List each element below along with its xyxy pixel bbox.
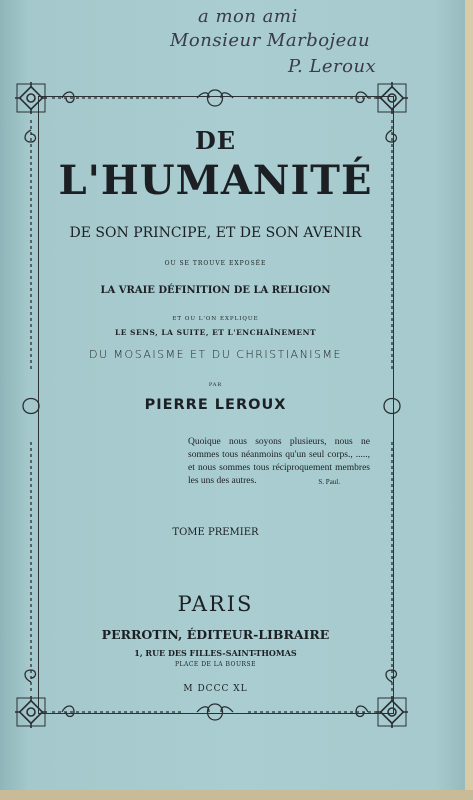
inscription-line-1: a mon ami bbox=[198, 6, 298, 27]
book-title: L'HUMANITÉ bbox=[58, 157, 373, 204]
volume-label: TOME PREMIER bbox=[172, 527, 259, 538]
page-edge bbox=[0, 790, 473, 800]
imprint-place: PLACE DE LA BOURSE bbox=[174, 661, 257, 668]
corner-ornament-bottom-right bbox=[374, 694, 410, 730]
par-label: PAR bbox=[208, 382, 223, 388]
imprint-year: M DCCC XL bbox=[183, 684, 248, 694]
book-subtitle: DE SON PRINCIPE, ET DE SON AVENIR bbox=[69, 225, 362, 241]
small-caps-line-1: OU SE TROUVE EXPOSÉE bbox=[164, 260, 267, 267]
epigraph bbox=[188, 436, 370, 488]
bottom-scroll-ornament bbox=[52, 701, 378, 723]
epigraph-text: Quoique nous soyons plusieurs, nous ne sommes tous néanmoins qu'un seul corps., ....., et nous sommes tous réciproquement membres les uns des autres. bbox=[188, 437, 370, 486]
top-scroll-ornament bbox=[52, 87, 378, 109]
imprint-city: PARIS bbox=[177, 592, 254, 616]
subtitle-line-3: LE SENS, LA SUITE, ET L'ENCHAÎNEMENT bbox=[114, 328, 317, 337]
imprint-address: 1, RUE DES FILLES-SAINT-THOMAS bbox=[134, 648, 297, 658]
inscription-signature: P. Leroux bbox=[288, 56, 377, 77]
title-de: DE bbox=[194, 126, 237, 155]
book-binding bbox=[465, 0, 473, 800]
epigraph-signature: S. Paul. bbox=[318, 478, 340, 486]
subtitle-line-2: LA VRAIE DÉFINITION DE LA RELIGION bbox=[100, 285, 331, 296]
inscription-line-2: Monsieur Marbojeau bbox=[170, 30, 371, 51]
imprint-publisher: PERROTIN, ÉDITEUR-LIBRAIRE bbox=[101, 627, 330, 642]
corner-ornament-top-right bbox=[374, 80, 410, 116]
author-name: PIERRE LEROUX bbox=[144, 397, 287, 413]
subtitle-line-4: DU MOSAISME ET DU CHRISTIANISME bbox=[89, 348, 342, 361]
corner-ornament-top-left bbox=[13, 80, 49, 116]
corner-ornament-bottom-left bbox=[13, 694, 49, 730]
small-caps-line-2: ET OU L'ON EXPLIQUE bbox=[172, 316, 259, 322]
